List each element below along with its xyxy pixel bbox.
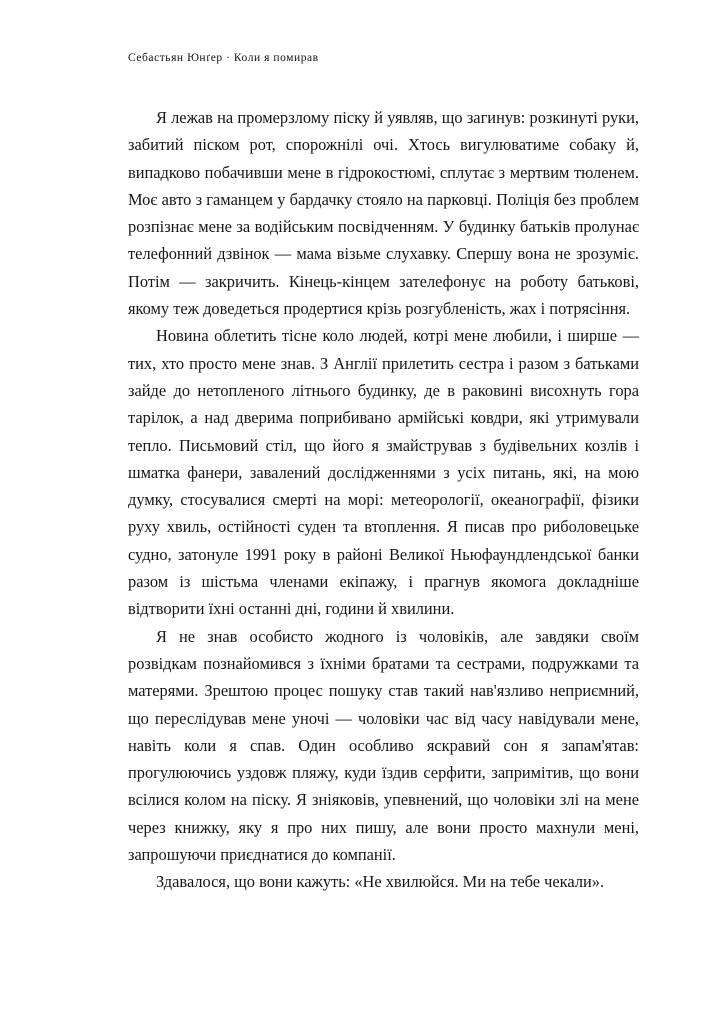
- paragraph: Здавалося, що вони кажуть: «Не хвилюйся. Ми на тебе чекали».: [156, 872, 605, 892]
- paragraph: Новина облетить тісне коло людей, котрі мене любили, і ширше — тих, хто просто мене знав. З Англії прилетить сестра і разом з батьками зайде до нетопленого літнього будинку, де в раковині висохнуть гора тарілок, а над дверима поприбивано армійські ковдри, які утримували тепло. Письмовий стіл, що його я змайстрував з будівельних козлів і шматка фанери, завалений дослідженнями з усіх питань, які, на мою думку, стосувалися смерті на морі: метеорології, океанографії, фізики руху хвиль, остійності суден та втоплення. Я писав про риболовецьке судно, затонуле 1991 року в районі Великої Ньюфаундлендської банки разом із шістьма членами екіпажу, і прагнув якомога докладніше відтворити їхні останні дні, години й хвилини.: [128, 326, 639, 619]
- body-text: [128, 104, 639, 896]
- paragraph: Я не знав особисто жодного із чоловіків, але завдяки своїм розвідкам познайомився з їхніми братами та сестрами, подружками та матерями. Зрештою процес пошуку став такий нав'язливо неприємний, що переслідував мене уночі — чоловіки час від часу навідували мене, навіть коли я спав. Один особливо яскравий сон я запам'ятав: прогулюючись уздовж пляжу, куди їздив серфити, запримітив, що вони всілися колом на піску. Я зніяковів, упевнений, що чоловіки злі на мене через книжку, яку я про них пишу, але вони просто махнули мені, запрошуючи приєднатися до компанії.: [128, 626, 639, 865]
- paragraph: Я лежав на промерзлому піску й уявляв, що загинув: розкинуті руки, забитий піском рот, спорожнілі очі. Хтось вигулюватиме собаку й, випадково побачивши мене в гідрокостюмі, сплутає з мертвим тюленем. Моє авто з гаманцем у бардачку стояло на парковці. Поліція без проблем розпізнає мене за водійським посвідченням. У будинку батьків пролунає телефонний дзвінок — мама візьме слухавку. Спершу вона не зрозуміє. Потім — закричить. Кінець-кінцем зателефонує на роботу батькові, якому теж доведеться продертися крізь розгубленість, жах і потрясіння.: [128, 108, 639, 319]
- running-head: Себастьян Юнґер · Коли я помирав: [128, 52, 319, 64]
